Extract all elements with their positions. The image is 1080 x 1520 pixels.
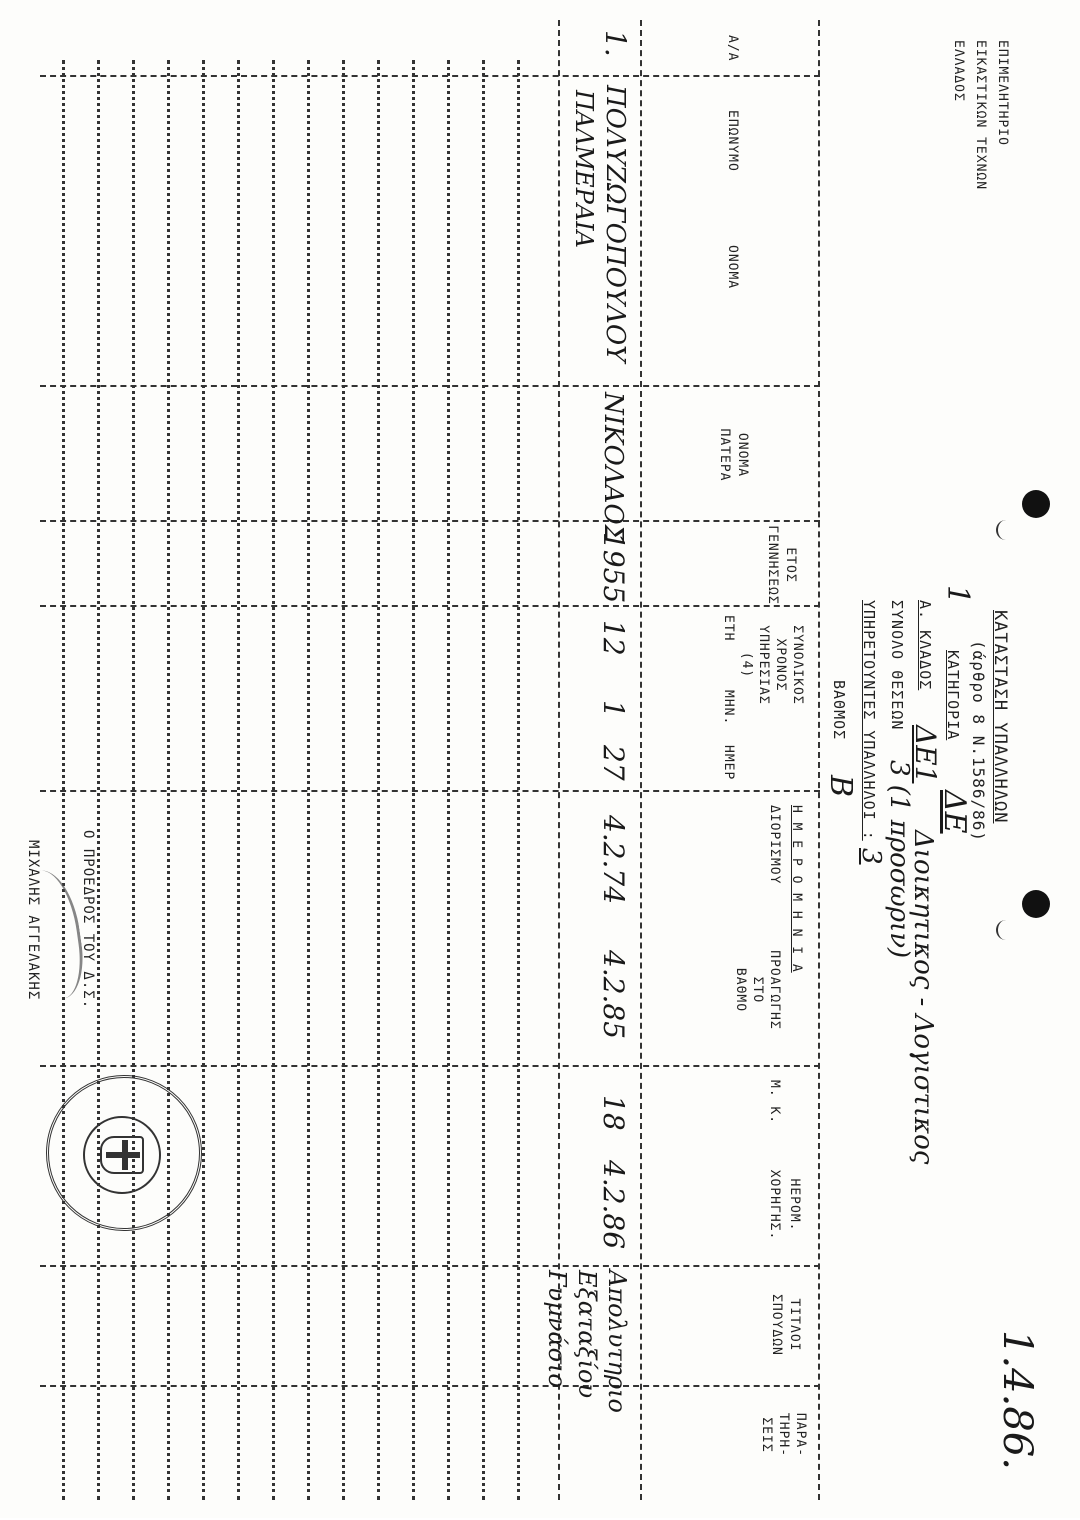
header-service-3: ΥΠΗΡΕΣΙΑΣ: [756, 625, 771, 705]
row-1-grant-date: 4.2.86: [597, 1160, 630, 1250]
header-father-1: ΟΝΟΜΑ: [735, 432, 750, 478]
header-father-2: ΠΑΤΕΡΑ: [717, 428, 732, 482]
row-1-birth-year: 1955: [597, 532, 630, 604]
row-1-days: 27: [597, 745, 630, 781]
header-promotion-2: ΣΤΟ: [750, 976, 765, 1004]
header-surname: ΕΠΩΝΥΜΟ: [725, 110, 740, 172]
column-rule: [40, 1065, 820, 1067]
punch-hole-mark-right: [996, 920, 1010, 940]
row-1-father: ΝΙΚΟΛΑΟΣ: [598, 392, 628, 544]
column-rule: [40, 385, 820, 387]
category-value: ΔΕ: [937, 790, 972, 834]
header-years: ΕΤΗ: [721, 615, 736, 642]
column-rule: [40, 75, 820, 77]
serving-value: 3: [856, 848, 886, 865]
grade-value: Β: [823, 775, 858, 798]
empty-row-line: [237, 60, 240, 1500]
column-rule: [40, 790, 820, 792]
category-label: ΚΑΤΗΓΟΡΙΑ: [944, 650, 962, 741]
grade-label: ΒΑΘΜΟΣ: [830, 680, 848, 741]
row-1-months: 1: [597, 700, 630, 718]
header-grant-1: ΗΕΡΟΜ.: [787, 1178, 802, 1232]
authority-line-3: ΕΛΛΑΔΟΣ: [951, 40, 966, 102]
header-birth-1: ΕΤΟΣ: [783, 547, 798, 583]
punch-hole-mark-left: [996, 520, 1010, 540]
header-divider-bottom: [640, 20, 642, 1500]
header-days: ΗΜΕΡ: [721, 745, 736, 781]
header-studies-2: ΣΠΟΥΔΩΝ: [769, 1294, 784, 1356]
header-service-2: ΧΡΟΝΟΣ: [773, 638, 788, 692]
header-service-4: (4): [739, 651, 754, 679]
row-1-appointment-date: 4.2.74: [597, 815, 630, 905]
branch-description: Διοικητικος - Λογιστικος: [908, 830, 938, 1165]
header-birth-2: ΓΕΝΝΗΣΕΩΣ: [765, 525, 780, 605]
row-1-years: 12: [597, 620, 630, 656]
empty-row-line: [202, 60, 205, 1500]
punch-hole-right: [1022, 890, 1050, 918]
header-remarks-2: ΤΗΡΗ-: [776, 1412, 791, 1458]
page-subtitle: (άρθρο 8 Ν.1586/86): [969, 640, 988, 843]
header-mk: Μ. Κ.: [767, 1080, 782, 1125]
empty-row-line: [132, 60, 135, 1500]
header-studies-1: ΤΙΤΛΟΙ: [787, 1298, 802, 1352]
coat-of-arms-icon: [100, 1136, 144, 1174]
branch-label: Α. ΚΛΑΔΟΣ: [916, 600, 934, 691]
header-remarks-1: ΠΑΡΑ-: [793, 1412, 808, 1458]
row-1-name: ΠΑΛΜΕΡΑΙΑ: [570, 90, 598, 248]
handwritten-signature: [8, 866, 88, 1004]
row-1-mk: 18: [597, 1095, 630, 1131]
header-promotion-1: ΠΡΟΑΓΩΓΗΣ: [767, 950, 782, 1030]
header-months: ΜΗΝ.: [721, 690, 736, 726]
row-1-surname: ΠΟΛΥΖΩΓΟΠΟΥΛΟΥ: [600, 85, 630, 363]
authority-line-1: ΕΠΙΜΕΛΗΤΗΡΙΟ: [995, 40, 1010, 146]
category-number: 1: [940, 585, 975, 605]
official-seal: [46, 1075, 202, 1231]
header-remarks-3: ΣΕΙΣ: [759, 1417, 774, 1453]
header-grant-2: ΧΟΡΗΓΗΣ.: [767, 1169, 782, 1241]
empty-row-line: [412, 60, 415, 1500]
column-rule: [40, 520, 820, 522]
signatory-name: ΜΙΧΑΛΗΣ ΑΓΓΕΛΑΚΗΣ: [25, 840, 41, 1001]
empty-row-line: [97, 60, 100, 1500]
column-rule: [40, 605, 820, 607]
empty-row-line: [167, 60, 170, 1500]
empty-row-line: [517, 60, 520, 1500]
row-1-aa: 1.: [599, 30, 632, 57]
positions-value: 3 (1 προσωριν): [884, 760, 914, 959]
header-aa: Α/Α: [725, 35, 740, 62]
header-service-1: ΣΥΝΟΛΙΚΟΣ: [790, 625, 805, 705]
column-rule: [40, 1265, 820, 1267]
header-promotion-3: ΒΑΘΜΟ: [733, 967, 748, 1013]
signatory-role: Ο ΠΡΟΕΔΡΟΣ ΤΟΥ Δ.Σ.: [80, 830, 96, 1010]
empty-row-line: [342, 60, 345, 1500]
header-appointment: ΔΙΟΡΙΣΜΟΥ: [767, 805, 782, 885]
empty-row-line: [272, 60, 275, 1500]
column-rule: [40, 1385, 820, 1387]
branch-value: ΔΕ1: [909, 725, 942, 784]
handwritten-date: 1.4.86.: [994, 1330, 1040, 1470]
empty-row-line: [62, 60, 65, 1500]
serving-label: ΥΠΗΡΕΤΟΥΝΤΕΣ ΥΠΑΛΛΗΛΟΙ :: [860, 600, 878, 841]
header-dates-group: Η Μ Ε Ρ Ο Μ Η Ν Ι Α: [789, 805, 804, 973]
empty-row-line: [482, 60, 485, 1500]
empty-row-line: [307, 60, 310, 1500]
empty-row-line: [377, 60, 380, 1500]
row-1-studies: Απολυτηριο Εξαταξίου Γυμνάσιο: [543, 1270, 631, 1413]
header-divider-top: [818, 20, 820, 1500]
row-1-promotion-date: 4.2.85: [597, 950, 630, 1040]
authority-line-2: ΕΙΚΑΣΤΙΚΩΝ ΤΕΧΝΩΝ: [973, 40, 988, 191]
punch-hole-left: [1022, 490, 1050, 518]
positions-label: ΣΥΝΟΛΟ ΘΕΣΕΩΝ: [888, 600, 906, 731]
header-name: ΟΝΟΜΑ: [725, 245, 740, 290]
empty-row-line: [447, 60, 450, 1500]
page-title: ΚΑΤΑΣΤΑΣΗ ΥΠΑΛΛΗΛΩΝ: [990, 610, 1010, 824]
